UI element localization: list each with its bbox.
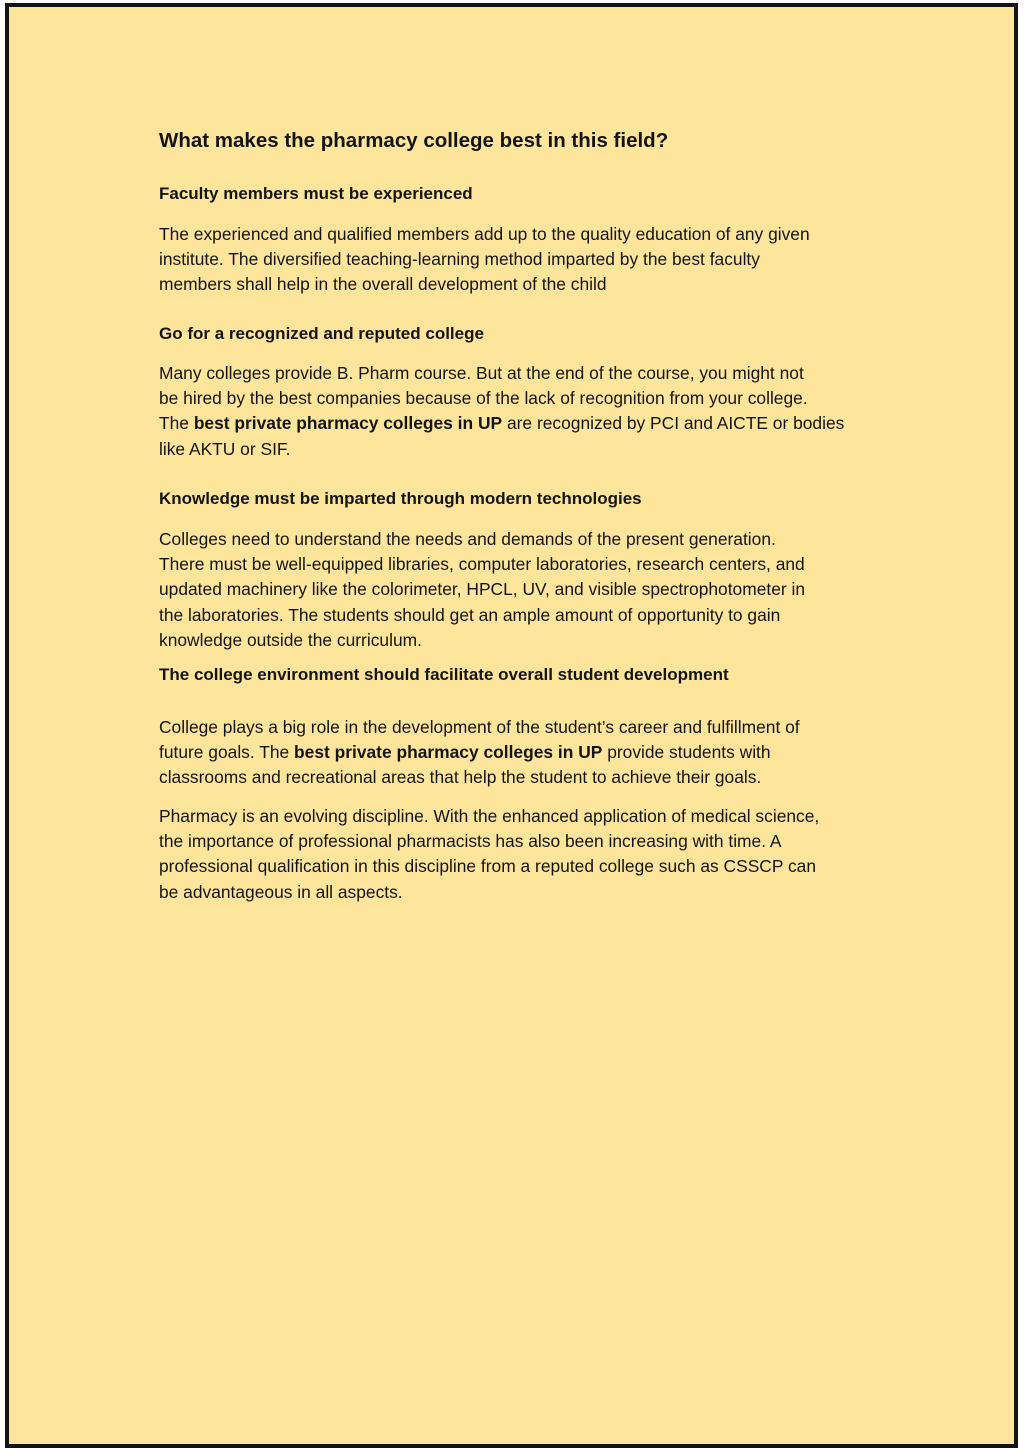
paragraph-line <box>159 740 889 765</box>
section-heading-recognized-college: Go for a recognized and reputed college <box>159 324 484 343</box>
line-text: The <box>159 413 194 434</box>
paragraph-line: Pharmacy is an evolving discipline. With the enhanced application of medical science, <box>159 806 820 826</box>
paragraph-line: professional qualification in this discipline from a reputed college such as CSSCP can <box>159 856 817 877</box>
line-text: are recognized by PCI and AICTE or bodies <box>502 413 845 434</box>
paragraph-line: There must be well-equipped libraries, computer laboratories, research centers, and <box>159 554 805 575</box>
paragraph-line: like AKTU or SIF. <box>159 438 291 459</box>
paragraph-line: be advantageous in all aspects. <box>159 881 403 902</box>
paragraph-line: the laboratories. The students should get an ample amount of opportunity to gain <box>159 604 781 625</box>
paragraph-line: institute. The diversified teaching-learning method imparted by the best faculty <box>159 249 760 270</box>
paragraph-line: members shall help in the overall development of the child <box>159 274 607 295</box>
section-paragraph-recognized-college <box>159 361 889 462</box>
closing-paragraph <box>159 804 889 905</box>
paragraph-line: be hired by the best companies because of the lack of recognition from your college. <box>159 388 808 409</box>
section-heading-faculty: Faculty members must be experienced <box>159 184 473 203</box>
line-text: future goals. The <box>159 742 295 763</box>
paragraph-line: Colleges need to understand the needs and demands of the present generation. <box>159 529 776 549</box>
line-text: provide students with <box>602 742 771 763</box>
bold-keyword: best private pharmacy colleges in UP <box>294 742 603 763</box>
paragraph-line: The experienced and qualified members add up to the quality education of any given <box>159 224 810 244</box>
section-heading-college-environment: The college environment should facilitate overall student development <box>159 665 729 684</box>
paragraph-line: updated machinery like the colorimeter, HPCL, UV, and visible spectrophotometer in <box>159 579 806 600</box>
paragraph-line: College plays a big role in the development of the student’s career and fulfillment of <box>159 717 800 737</box>
section-paragraph-modern-technologies <box>159 527 889 653</box>
paragraph-line <box>159 411 889 436</box>
paragraph-line: knowledge outside the curriculum. <box>159 629 422 650</box>
paragraph-line: Many colleges provide B. Pharm course. But at the end of the course, you might not <box>159 363 804 383</box>
section-paragraph-faculty <box>159 222 889 298</box>
bold-keyword: best private pharmacy colleges in UP <box>193 413 503 434</box>
paragraph-line: classrooms and recreational areas that help the student to achieve their goals. <box>159 767 762 788</box>
paragraph-line: the importance of professional pharmacists has also been increasing with time. A <box>159 831 782 852</box>
page-title: What makes the pharmacy college best in this field? <box>159 129 669 152</box>
section-heading-modern-technologies: Knowledge must be imparted through modern technologies <box>159 489 642 508</box>
document-page <box>5 3 1018 1448</box>
section-paragraph-college-environment <box>159 715 889 791</box>
